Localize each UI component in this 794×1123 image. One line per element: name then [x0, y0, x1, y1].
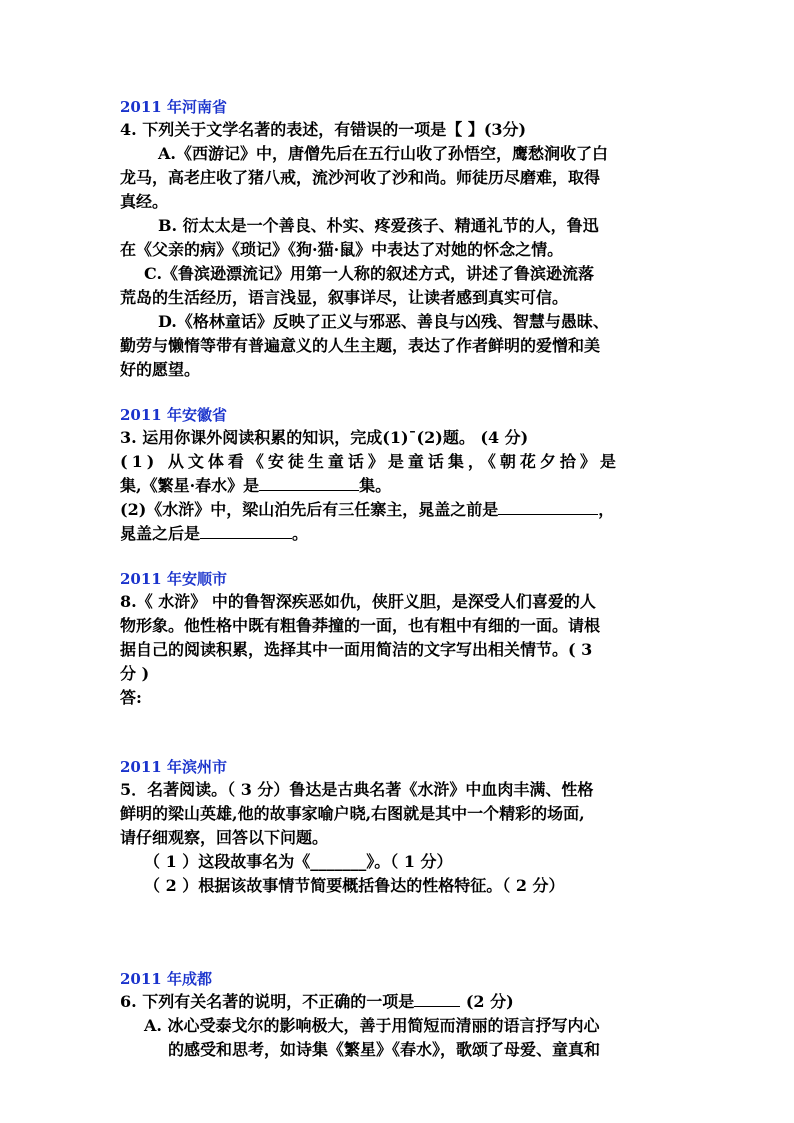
question-line: [120, 474, 680, 498]
section-binzhou: [120, 756, 680, 898]
answer-blank[interactable]: [259, 474, 359, 491]
option-c-line: 荒岛的生活经历，语言浅显，叙事详尽，让读者感到真实可信。: [120, 288, 569, 307]
question-line: 请仔细观察，回答以下问题。: [120, 828, 329, 847]
option-d-line: 好的愿望。: [120, 360, 201, 379]
question-line: 鲜明的梁山英雄,他的故事家喻户晓,右图就是其中一个精彩的场面,: [120, 804, 585, 823]
question-line: 据自己的阅读积累，选择其中一面用简洁的文字写出相关情节。( 3: [120, 640, 593, 659]
answer-blank[interactable]: [200, 522, 292, 539]
line-text: (2)《水浒》中，梁山泊先后有三任寨主，晁盖之前是: [120, 500, 499, 519]
question-stem: 3. 运用你课外阅读积累的知识，完成(1)¯(2)题。 (4 分): [120, 428, 529, 447]
option-a-line: A. 冰心受泰戈尔的影响极大，善于用简短而清丽的语言抒写内心: [144, 1016, 600, 1035]
line-text: 。: [292, 524, 309, 543]
line-text: 集,《繁星·春水》是: [120, 476, 260, 495]
answer-blank[interactable]: [414, 990, 460, 1007]
document-page: [120, 96, 680, 1062]
line-text: 6. 下列有关名著的说明，不正确的一项是: [120, 992, 415, 1011]
option-c-line: C.《鲁滨逊漂流记》用第一人称的叙述方式，讲述了鲁滨逊流落: [144, 264, 595, 283]
option-a-line: A.《西游记》中，唐僧先后在五行山收了孙悟空，鹰愁涧收了白: [158, 144, 608, 163]
line-text: 集。: [359, 476, 392, 495]
question-line: 分 ): [120, 664, 150, 683]
answer-blank[interactable]: [498, 498, 598, 515]
answer-label: 答:: [120, 688, 142, 707]
option-d-line: 勤劳与懒惰等带有普遍意义的人生主题，表达了作者鲜明的爱憎和美: [120, 336, 601, 355]
option-a-line: 龙马，高老庄收了猪八戒，流沙河收了沙和尚。师徒历尽磨难，取得: [120, 168, 601, 187]
question-line: [120, 522, 680, 546]
line-text: ，: [598, 500, 615, 519]
question-line: (1) 从文体看《安徒生童话》是童话集，《朝花夕拾》是: [120, 452, 620, 471]
section-heading: 2011 年安徽省: [120, 406, 227, 424]
question-stem: [120, 990, 680, 1014]
section-heading: 2011 年河南省: [120, 98, 227, 116]
question-line: 物形象。他性格中既有粗鲁莽撞的一面，也有粗中有细的一面。请根: [120, 616, 601, 635]
option-b-line: B. 衍太太是一个善良、朴实、疼爱孩子、精通礼节的人，鲁迅: [158, 216, 599, 235]
section-chengdu: [120, 968, 680, 1062]
question-line: [120, 498, 680, 522]
sub-question: （ 1 ）这段故事名为《_______》。（ 1 分）: [144, 852, 453, 871]
option-a-line: 的感受和思考，如诗集《繁星》《春水》，歌颂了母爱、童真和: [168, 1040, 601, 1059]
section-heading: 2011 年安顺市: [120, 570, 227, 588]
question-line: 5．名著阅读。（ 3 分）鲁达是古典名著《水浒》中血肉丰满、性格: [120, 780, 594, 799]
sub-question: （ 2 ）根据该故事情节简要概括鲁达的性格特征。（ 2 分）: [144, 876, 565, 895]
option-a-line: 真经。: [120, 192, 169, 211]
section-anshun: [120, 568, 680, 710]
question-stem: 4. 下列关于文学名著的表述，有错误的一项是【 】(3分): [120, 120, 527, 139]
section-anhui: [120, 404, 680, 546]
section-heading: 2011 年成都: [120, 970, 212, 988]
section-henan: [120, 96, 680, 382]
option-d-line: D.《格林童话》反映了正义与邪恶、善良与凶残、智慧与愚昧、: [158, 312, 609, 331]
section-heading: 2011 年滨州市: [120, 758, 227, 776]
option-b-line: 在《父亲的病》《琐记》《狗·猫·鼠》中表达了对她的怀念之情。: [120, 240, 564, 259]
question-line: 8.《 水浒》 中的鲁智深疾恶如仇，侠肝义胆，是深受人们喜爱的人: [120, 592, 596, 611]
line-text: (2 分): [460, 992, 514, 1011]
line-text: 晁盖之后是: [120, 524, 201, 543]
